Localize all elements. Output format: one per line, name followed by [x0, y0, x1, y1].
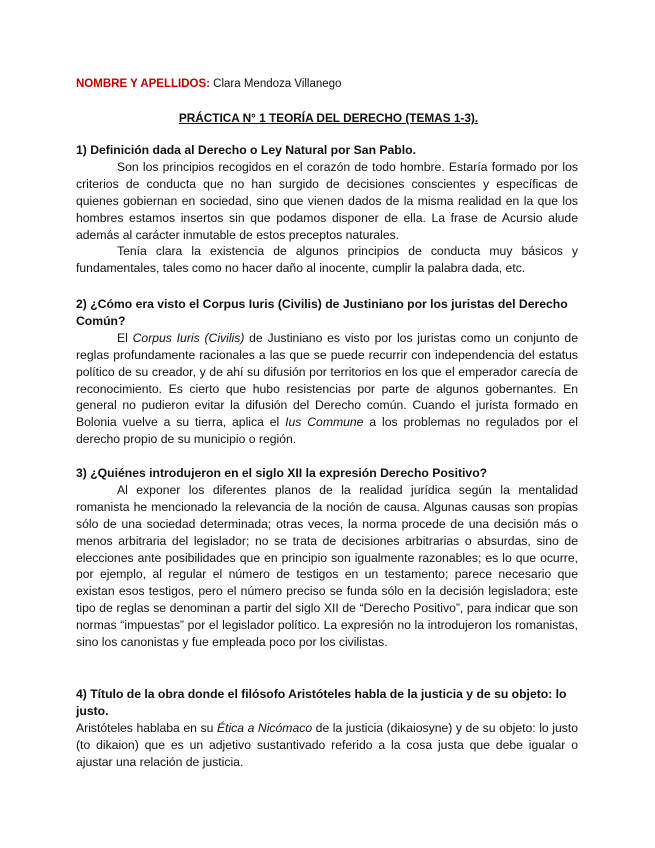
answer-3-paragraph: Al exponer los diferentes planos de la realidad jurídica según la mentalidad romanista he mencionado la relevancia de la noción de causa. Algunas causas son propias sólo de una sociedad determinada; otras veces, la norma procede de una decisión más o menos arbitraria del legislador; no se trata de decisiones arbitrarias o absurdas, sino de elecciones ante posibilidades que en principio son igualmente razonables; es lo que ocurre, por ejemplo, al regular el número de testigos en un testamento; parece necesario que existan esos testigos, pero el número preciso se funda sólo en la decisión legisladora; este tipo de reglas se denominan a partir del siglo XII de “Derecho Positivo”, para indicar que son normas “impuestas” por el legislador político. La expresión no la introdujeron los romanistas, sino los canonistas y fue empleada poco por los civilistas.	[76, 482, 578, 650]
ius-commune-italic: Ius Commune	[285, 415, 364, 430]
answer-1-paragraph-2: Tenía clara la existencia de algunos principios de conducta muy básicos y fundamentales, tales como no hacer daño al inocente, cumplir la palabra dada, etc.	[76, 244, 578, 276]
answer-2-end: a los problemas no regulados por el derecho propio de su municipio o región.	[76, 415, 578, 447]
name-label: NOMBRE Y APELLIDOS:	[76, 78, 210, 90]
answer-4-paragraph	[76, 720, 578, 771]
answer-2-paragraph	[76, 330, 578, 448]
section-3	[76, 465, 578, 651]
answer-4-intro: Aristóteles hablaba en su	[76, 720, 214, 735]
section-2	[76, 296, 578, 448]
corpus-iuris-italic: Corpus Iuris (Civilis)	[132, 330, 245, 345]
etica-nicomaco-italic: Ética a Nicómaco	[216, 720, 313, 735]
section-1	[76, 142, 578, 277]
question-4: 4) Título de la obra donde el filósofo Aristóteles habla de la justicia y de su objeto: lo justo.	[76, 687, 567, 718]
page-title	[0, 111, 655, 125]
question-3: 3) ¿Quiénes introdujeron en el siglo XII la expresión Derecho Positivo?	[76, 466, 488, 480]
question-2: 2) ¿Cómo era visto el Corpus Iuris (Civilis) de Justiniano por los juristas del Derecho Común?	[76, 297, 568, 328]
question-1: 1) Definición dada al Derecho o Ley Natural por San Pablo.	[76, 143, 416, 157]
title-text: PRÁCTICA N° 1 TEORÍA DEL DERECHO (TEMAS 1-3).	[178, 111, 479, 125]
section-4	[76, 686, 578, 771]
answer-2-intro: El	[117, 330, 128, 345]
student-name-line	[76, 78, 341, 90]
answer-4-end: de la justicia (dikaiosyne) y de su objeto: lo justo (to dikaion) que es un adjetivo sustantivado referido a la cosa justa que debe igualar o ajustar una relación de justicia.	[76, 720, 579, 769]
answer-1-paragraph-1: Son los principios recogidos en el corazón de todo hombre. Estaría formado por los criterios de conducta que no han surgido de decisiones conscientes y específicas de quienes gobiernan en sociedad, sino que vienen dados de la misma realidad en la que los hombres estamos insertos sin que podamos disponer de ella. La frase de Acursio alude además al carácter inmutable de estos preceptos naturales.	[76, 159, 578, 242]
answer-2-middle: de Justiniano es visto por los juristas como un conjunto de reglas profundamente racionales a las que se puede recurrir con independencia del estatus político de su creador, y de ahí su difusión por territorios en los que el emperador carecía de reconocimiento. Es cierto que hubo resistencias por parte de algunos gobernantes. En general no pudieron evitar la difusión del Derecho común. Cuando el jurista formado en Bolonia vuelve a su tierra, aplica el	[76, 330, 578, 430]
name-value: Clara Mendoza Villanego	[213, 78, 342, 90]
